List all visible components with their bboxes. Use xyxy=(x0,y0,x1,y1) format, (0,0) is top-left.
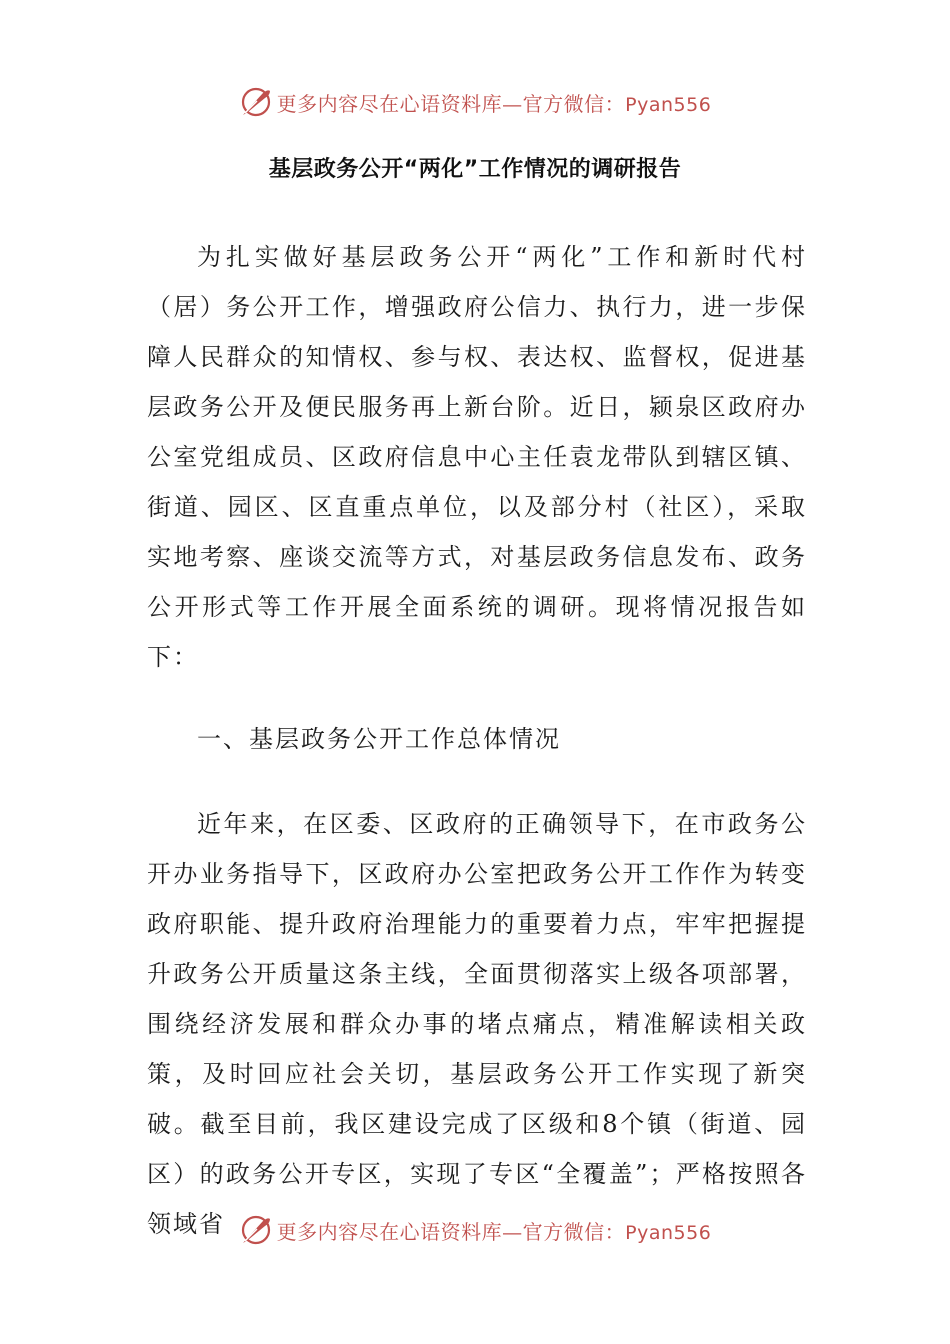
document-title: 基层政务公开“两化”工作情况的调研报告 xyxy=(268,157,682,182)
watermark-text xyxy=(277,1216,712,1245)
intro-paragraph: 为扎实做好基层政务公开“两化”工作和新时代村（居）务公开工作，增强政府公信力、执行力，进一步保障人民群众的知情权、参与权、表达权、监督权，促进基层政务公开及便民服务再上新台阶。近日，颍泉区政府办公室党组成员、区政府信息中心主任袁龙带队到辖区镇、街道、园区、区直重点单位，以及部分村（社区），采取实地考察、座谈交流等方式，对基层政务信息发布、政务公开形式等工作开展全面系统的调研。现将情况报告如下： xyxy=(147,243,807,671)
document-body xyxy=(147,232,807,1249)
quill-logo-icon xyxy=(239,1213,273,1247)
watermark-wechat-id: Pyan556 xyxy=(625,93,712,116)
section-paragraph: 近年来，在区委、区政府的正确领导下，在市政务公开办业务指导下，区政府办公室把政务公开工作作为转变政府职能、提升政府治理能力的重要着力点，牢牢把握提升政务公开质量这条主线，全面贯彻落实上级各项部署，围绕经济发展和群众办事的堵点痛点，精准解读相关政策，及时回应社会关切，基层政务公开工作实现了新突破。截至目前，我区建设完成了区级和8个镇（街道、园区）的政务公开专区，实现了专区“全覆盖”；严格按照各领域省 xyxy=(147,810,807,1238)
watermark-header xyxy=(0,82,950,122)
watermark-text xyxy=(277,88,712,117)
watermark-label: 更多内容尽在心语资料库—官方微信： xyxy=(276,1219,626,1244)
watermark-wechat-id: Pyan556 xyxy=(625,1221,712,1244)
watermark-footer xyxy=(0,1210,950,1250)
section-heading: 一、基层政务公开工作总体情况 xyxy=(197,725,561,753)
quill-logo-icon xyxy=(239,85,273,119)
watermark-label: 更多内容尽在心语资料库—官方微信： xyxy=(276,91,626,116)
